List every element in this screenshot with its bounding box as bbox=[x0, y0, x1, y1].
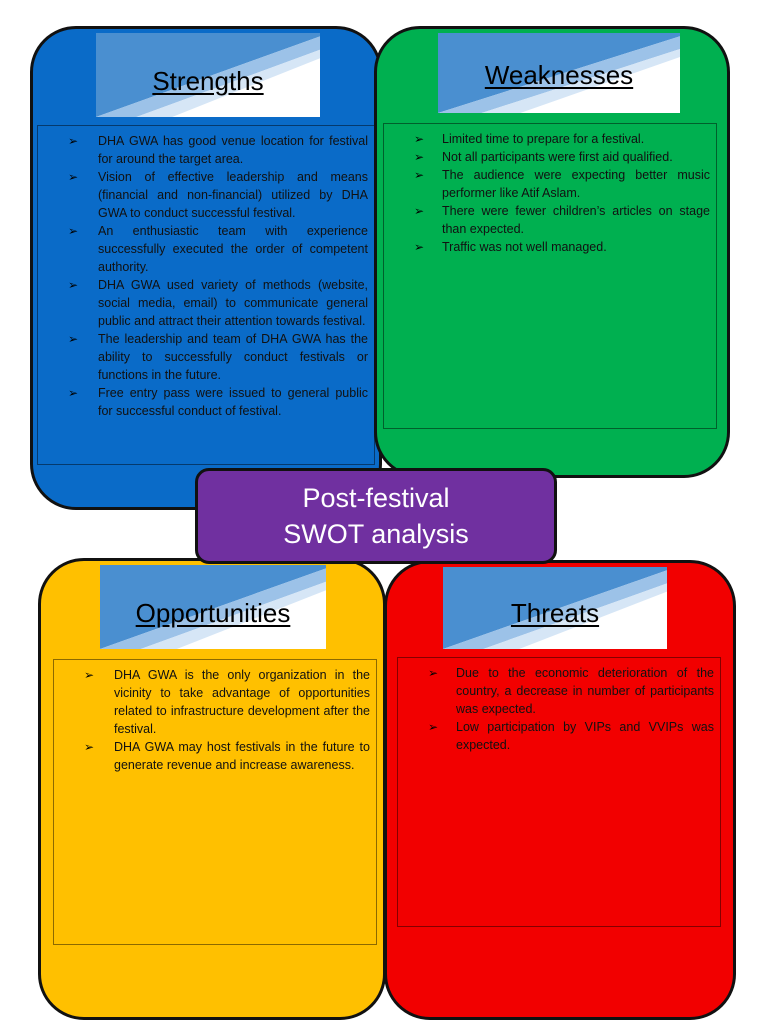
list-item: ➢ Due to the economic deterioration of the country, a decrease in number of participants was expected. bbox=[428, 666, 714, 716]
list-item: ➢ DHA GWA is the only organization in the vicinity to take advantage of opportunities related to infrastructure development after the festival. bbox=[84, 668, 370, 736]
strengths-header bbox=[96, 33, 320, 117]
list-item: ➢ Free entry pass were issued to general public for successful conduct of festival. bbox=[68, 386, 368, 418]
list-item: ➢ An enthusiastic team with experience successfully executed the order of competent authority. bbox=[68, 224, 368, 274]
arrow-bullet-icon: ➢ bbox=[414, 150, 425, 164]
weaknesses-quadrant bbox=[374, 26, 730, 478]
arrow-bullet-icon: ➢ bbox=[68, 278, 79, 292]
weaknesses-header bbox=[438, 33, 680, 113]
list-item: ➢ DHA GWA may host festivals in the future to generate revenue and increase awareness. bbox=[84, 740, 370, 772]
arrow-bullet-icon: ➢ bbox=[414, 240, 425, 254]
strengths-title: Strengths bbox=[152, 66, 264, 96]
threats-quadrant bbox=[384, 560, 736, 1020]
list-item: ➢ Not all participants were first aid qualified. bbox=[414, 150, 673, 164]
strengths-content bbox=[37, 125, 375, 465]
list-item: ➢ Vision of effective leadership and means (financial and non-financial) utilized by DHA GWA to conduct successful festival. bbox=[68, 170, 368, 220]
arrow-bullet-icon: ➢ bbox=[68, 332, 79, 346]
opportunities-header bbox=[100, 565, 326, 649]
list-item: ➢ Traffic was not well managed. bbox=[414, 240, 607, 254]
arrow-bullet-icon: ➢ bbox=[68, 170, 79, 184]
list-item: ➢ Limited time to prepare for a festival. bbox=[414, 132, 645, 146]
threats-title: Threats bbox=[510, 598, 600, 628]
list-item: ➢ DHA GWA has good venue location for festival for around the target area. bbox=[68, 134, 368, 166]
center-title-line2: SWOT analysis bbox=[283, 519, 469, 549]
arrow-bullet-icon: ➢ bbox=[428, 720, 439, 734]
arrow-bullet-icon: ➢ bbox=[414, 168, 425, 182]
arrow-bullet-icon: ➢ bbox=[84, 668, 95, 682]
arrow-bullet-icon: ➢ bbox=[428, 666, 439, 680]
arrow-bullet-icon: ➢ bbox=[84, 740, 95, 754]
arrow-bullet-icon: ➢ bbox=[68, 386, 79, 400]
center-title-box bbox=[195, 468, 557, 564]
opportunities-quadrant bbox=[38, 558, 386, 1020]
list-item: ➢ There were fewer children’s articles on stage than expected. bbox=[414, 204, 710, 236]
arrow-bullet-icon: ➢ bbox=[68, 134, 79, 148]
list-item: ➢ Low participation by VIPs and VVIPs was expected. bbox=[428, 720, 714, 752]
list-item: ➢ The audience were expecting better music performer like Atif Aslam. bbox=[414, 168, 710, 200]
list-item: ➢ The leadership and team of DHA GWA has the ability to successfully conduct festivals or functions in the future. bbox=[68, 332, 368, 382]
strengths-quadrant bbox=[30, 26, 382, 510]
threats-content bbox=[397, 657, 721, 927]
weaknesses-content bbox=[383, 123, 717, 429]
opportunities-title: Opportunities bbox=[135, 598, 291, 628]
weaknesses-title: Weaknesses bbox=[484, 60, 634, 90]
arrow-bullet-icon: ➢ bbox=[414, 132, 425, 146]
threats-header bbox=[443, 567, 667, 649]
center-title-line1: Post-festival bbox=[302, 483, 450, 513]
list-item: ➢ DHA GWA used variety of methods (website, social media, email) to communicate general public and attract their attention towards festival. bbox=[68, 278, 368, 328]
arrow-bullet-icon: ➢ bbox=[414, 204, 425, 218]
arrow-bullet-icon: ➢ bbox=[68, 224, 79, 238]
opportunities-content bbox=[53, 659, 377, 945]
